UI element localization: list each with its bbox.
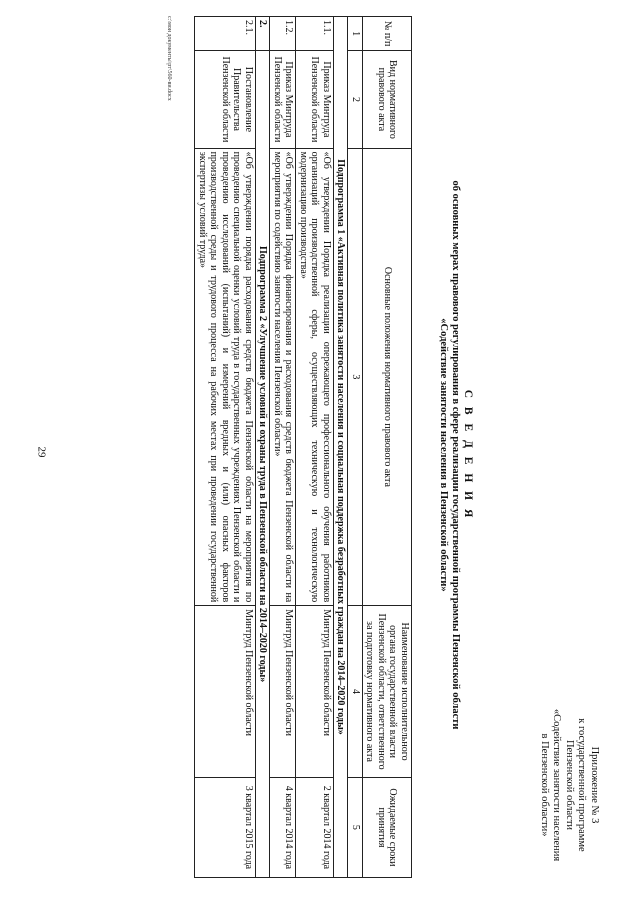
section-title: Подпрограмма 2 «Улучшение условий и охраны труда в Пензенской области на 2014–2020 годы»: [256, 51, 271, 878]
header-act-type: Вид нормативного правового акта: [363, 51, 412, 148]
measures-table: [195, 16, 413, 878]
header-number: № п/п: [363, 17, 412, 51]
row-organization: Минтруд Пензенской области: [195, 606, 256, 778]
section-row: [334, 17, 349, 878]
row-content: «Об утверждении Порядка финансирования и расходования средств бюджета Пензенской области на мероприятия по содействию занятости населения Пензенской области»: [270, 148, 296, 606]
page-number: 29: [35, 446, 48, 458]
row-term: 3 квартал 2015 года: [195, 777, 256, 877]
row-number: 1.2.: [270, 17, 296, 51]
row-act-type: Приказ Минтруда Пензенской области: [296, 51, 334, 148]
column-number-row: [348, 17, 363, 878]
row-organization: Минтруд Пензенской области: [270, 606, 296, 778]
title-subtitle: об основных мерах правового регулирования в сфере реализации государственной программы Пензенской области: [450, 180, 462, 730]
row-number: 2.1.: [195, 17, 256, 51]
appendix-note: [538, 670, 601, 900]
section-number: 2.: [256, 17, 271, 51]
column-number: 1: [348, 17, 363, 51]
document-title: [437, 30, 475, 880]
column-number: 5: [348, 777, 363, 877]
row-term: 4 квартал 2014 года: [270, 777, 296, 877]
row-term: 2 квартал 2014 года: [296, 777, 334, 877]
title-program-name: «Содействие занятости населения в Пензенской области»: [438, 318, 449, 592]
table-row: [270, 17, 296, 878]
appendix-line: Приложение № 3: [589, 746, 600, 824]
row-content: «Об утверждении Порядка реализации опережающего профессионального обучения работников организаций производственной сферы, осуществляющих техническую и технологическую модернизацию производства»: [296, 148, 334, 606]
section-row: [256, 17, 271, 878]
table-row: [296, 17, 334, 878]
column-number: 3: [348, 148, 363, 606]
column-number: 4: [348, 606, 363, 778]
section-title: Подпрограмма 1 «Активная политика занятости населения и социальная поддержка безработных граждан на 2014–2020 годы»: [334, 17, 349, 878]
appendix-line: «Содействие занятости населения: [551, 708, 563, 862]
row-organization: Минтруд Пензенской области: [296, 606, 334, 778]
row-number: 1.1.: [296, 17, 334, 51]
file-path-footer: c:\мои документы\рт\560-ви.docx: [166, 16, 172, 101]
header-content: Основные положения нормативного правового акта: [363, 148, 412, 606]
document-sheet: [162, 10, 602, 900]
header-organization: Наименование исполнительного органа государственной власти Пензенской области, ответственного за подготовку нормативного акта: [363, 606, 412, 778]
title-heading: С В Е Д Е Н И Я: [462, 389, 474, 521]
row-content: «Об утверждении порядка расходования средств бюджета Пензенской области на мероприятия по проведению специальной оценки условий труда в государственных учреждениях Пензенской области и проведению исследований (испытаний) и измерений вредных и (или) опасных факторов производственной среды и трудового процесса на рабочих местах при проведении государственной экспертизы условий труда»: [195, 148, 256, 606]
appendix-line: в Пензенской области»: [539, 733, 550, 837]
appendix-line: Пензенской области: [564, 739, 575, 831]
column-number: 2: [348, 51, 363, 148]
table-row: [195, 17, 256, 878]
appendix-line: к государственной программе: [576, 718, 588, 852]
row-act-type: Постановление Правительства Пензенской области: [195, 51, 256, 148]
row-act-type: Приказ Минтруда Пензенской области: [270, 51, 296, 148]
table-header-row: [363, 17, 412, 878]
header-term: Ожидаемые сроки принятия: [363, 777, 412, 877]
